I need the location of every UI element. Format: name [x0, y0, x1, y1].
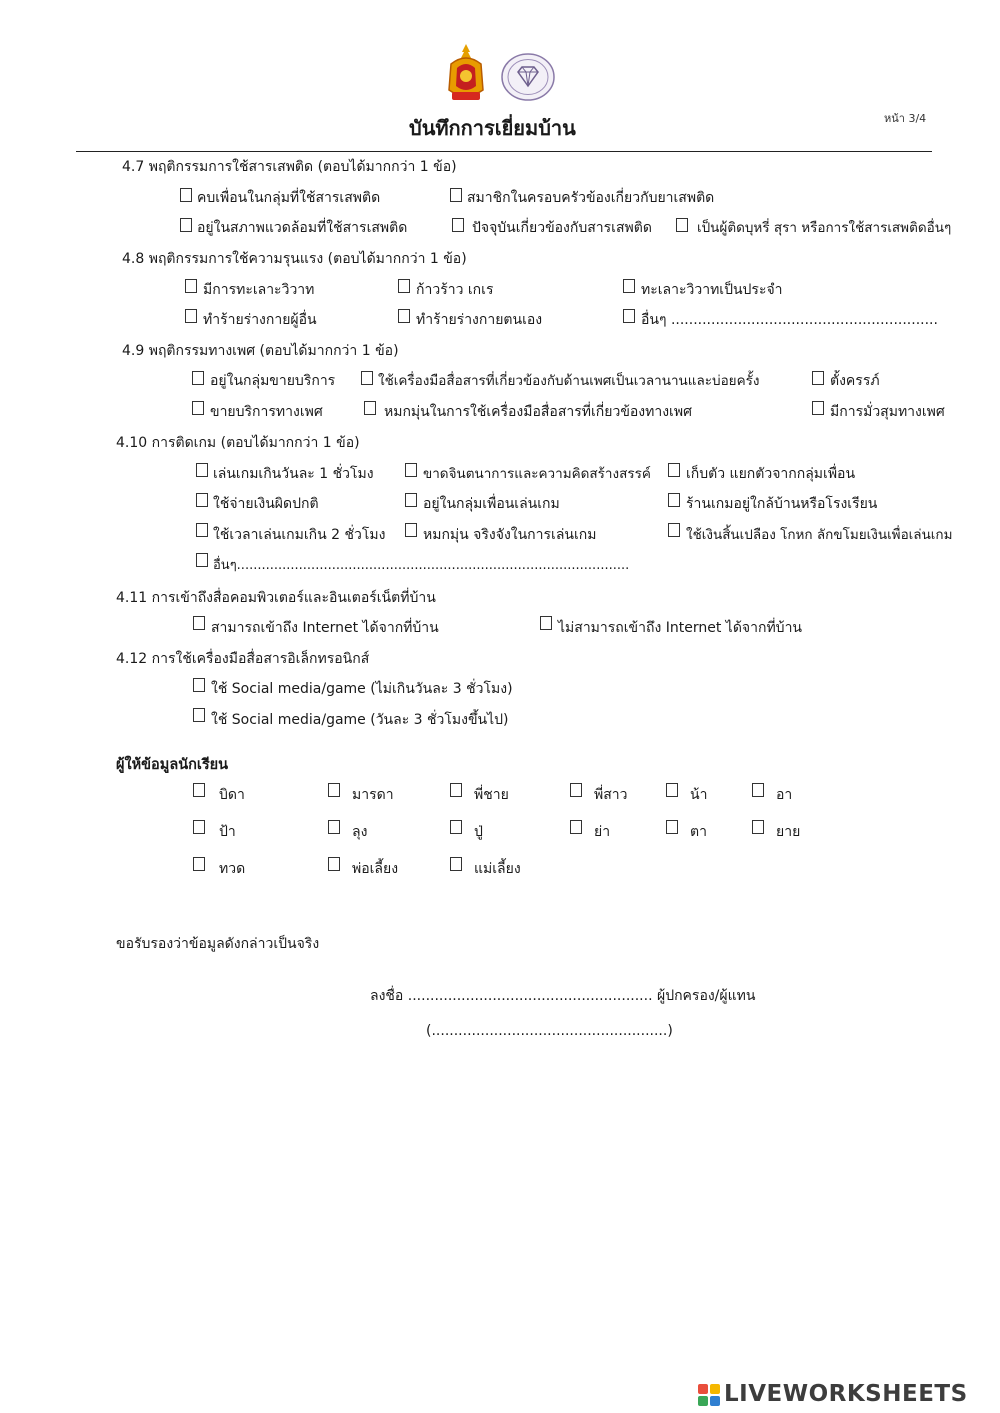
checkbox-4-8-2[interactable] [398, 279, 410, 293]
section-4-10-heading: 4.10 การติดเกม (ตอบได้มากกว่า 1 ข้อ) [116, 435, 360, 451]
checkbox-4-10-9[interactable] [668, 523, 680, 537]
option-label: ปัจจุบันเกี่ยวข้องกับสารเสพติด [472, 220, 652, 236]
option-label: บิดา [219, 787, 245, 803]
option-label: อยู่ในกลุ่มขายบริการ [210, 373, 336, 389]
option-label: ก้าวร้าว เกเร [416, 282, 494, 298]
option-label: ลุง [352, 824, 368, 840]
option-label: หมกมุ่นในการใช้เครื่องมือสื่อสารที่เกี่ยวข้องทางเพศ [384, 404, 692, 420]
page-number: หน้า 3/4 [884, 112, 927, 125]
option-label: มีการทะเลาะวิวาท [203, 282, 315, 298]
checkbox-4-10-6[interactable] [668, 493, 680, 507]
liveworksheets-logo-icon [698, 1384, 720, 1406]
option-label: ยาย [776, 824, 801, 840]
checkbox-informant[interactable] [193, 820, 205, 834]
option-label: พี่สาว [594, 787, 628, 803]
option-label: ใช้จ่ายเงินผิดปกติ [213, 496, 319, 512]
checkbox-4-8-6[interactable] [623, 309, 635, 323]
checkbox-informant[interactable] [570, 820, 582, 834]
option-label: อื่นๆ ............................................................ [641, 312, 938, 328]
header-divider [76, 151, 932, 152]
checkbox-informant[interactable] [328, 857, 340, 871]
diamond-seal-icon [500, 52, 556, 102]
option-label: ตา [690, 824, 707, 840]
option-label: แม่เลี้ยง [474, 861, 521, 877]
checkbox-informant[interactable] [666, 783, 678, 797]
checkbox-4-10-7[interactable] [196, 523, 208, 537]
option-label: ทำร้ายร่างกายตนเอง [416, 312, 543, 328]
option-label: ทำร้ายร่างกายผู้อื่น [203, 312, 317, 328]
checkbox-4-9-5[interactable] [364, 401, 376, 415]
checkbox-4-9-3[interactable] [812, 371, 824, 385]
checkbox-4-10-8[interactable] [405, 523, 417, 537]
option-label: ไม่สามารถเข้าถึง Internet ได้จากที่บ้าน [558, 620, 803, 636]
option-label: น้า [690, 787, 708, 803]
checkbox-informant[interactable] [666, 820, 678, 834]
checkbox-4-12-1[interactable] [193, 678, 205, 692]
option-label: ขายบริการทางเพศ [210, 404, 323, 420]
option-label: อยู่ในสภาพแวดล้อมที่ใช้สารเสพติด [197, 220, 408, 236]
option-label: อื่นๆ............................................................................................... [213, 558, 630, 573]
option-label: พี่ชาย [474, 787, 509, 803]
section-4-11-heading: 4.11 การเข้าถึงสื่อคอมพิวเตอร์และอินเตอร์เน็ตที่บ้าน [116, 590, 436, 606]
signature-line: ลงชื่อ ....................................................... ผู้ปกครอง/ผู้แทน [370, 988, 756, 1004]
checkbox-4-9-4[interactable] [192, 401, 204, 415]
checkbox-4-10-4[interactable] [196, 493, 208, 507]
certify-statement: ขอรับรองว่าข้อมูลดังกล่าวเป็นจริง [116, 936, 320, 952]
section-4-7-heading: 4.7 พฤติกรรมการใช้สารเสพติด (ตอบได้มากกว่า 1 ข้อ) [122, 159, 457, 175]
checkbox-informant[interactable] [752, 783, 764, 797]
option-label: สมาชิกในครอบครัวข้องเกี่ยวกับยาเสพติด [467, 190, 715, 206]
option-label: ใช้เงินสิ้นเปลือง โกหก ลักขโมยเงินเพื่อเล่นเกม [686, 527, 953, 543]
checkbox-4-12-2[interactable] [193, 708, 205, 722]
checkbox-4-11-1[interactable] [193, 616, 205, 630]
option-label: เล่นเกมเกินวันละ 1 ชั่วโมง [213, 466, 374, 482]
option-label: มารดา [352, 787, 394, 803]
checkbox-informant[interactable] [328, 783, 340, 797]
option-label: ใช้เครื่องมือสื่อสารที่เกี่ยวข้องกับด้านเพศเป็นเวลานานและบ่อยครั้ง [378, 373, 760, 389]
checkbox-4-9-2[interactable] [361, 371, 373, 385]
option-label: อา [776, 787, 793, 803]
checkbox-informant[interactable] [193, 783, 205, 797]
option-label: ใช้ Social media/game (วันละ 3 ชั่วโมงขึ้นไป) [211, 712, 509, 728]
checkbox-4-8-3[interactable] [623, 279, 635, 293]
option-label: ตั้งครรภ์ [830, 373, 880, 389]
checkbox-4-7-1[interactable] [180, 188, 192, 202]
option-label: ใช้เวลาเล่นเกมเกิน 2 ชั่วโมง [213, 527, 386, 543]
option-label: หมกมุ่น จริงจังในการเล่นเกม [423, 527, 597, 543]
checkbox-4-10-10[interactable] [196, 553, 208, 567]
option-label: เก็บตัว แยกตัวจากกลุ่มเพื่อน [686, 466, 856, 482]
checkbox-4-8-4[interactable] [185, 309, 197, 323]
option-label: คบเพื่อนในกลุ่มที่ใช้สารเสพติด [197, 190, 381, 206]
informant-heading: ผู้ให้ข้อมูลนักเรียน [116, 757, 229, 773]
checkbox-4-7-2[interactable] [450, 188, 462, 202]
section-4-12-heading: 4.12 การใช้เครื่องมือสื่อสารอิเล็กทรอนิกส์ [116, 651, 370, 667]
checkbox-4-7-5[interactable] [676, 218, 688, 232]
checkbox-4-8-5[interactable] [398, 309, 410, 323]
ministry-emblem-icon [443, 42, 489, 104]
option-label: อยู่ในกลุ่มเพื่อนเล่นเกม [423, 496, 560, 512]
section-4-9-heading: 4.9 พฤติกรรมทางเพศ (ตอบได้มากกว่า 1 ข้อ) [122, 343, 399, 359]
checkbox-4-8-1[interactable] [185, 279, 197, 293]
option-label: ขาดจินตนาการและความคิดสร้างสรรค์ [423, 466, 651, 482]
option-label: พ่อเลี้ยง [352, 861, 399, 877]
checkbox-4-9-6[interactable] [812, 401, 824, 415]
checkbox-informant[interactable] [193, 857, 205, 871]
checkbox-4-11-2[interactable] [540, 616, 552, 630]
option-label: สามารถเข้าถึง Internet ได้จากที่บ้าน [211, 620, 439, 636]
page-title: บันทึกการเยี่ยมบ้าน [409, 116, 576, 140]
option-label: ร้านเกมอยู่ใกล้บ้านหรือโรงเรียน [686, 496, 878, 512]
checkbox-informant[interactable] [450, 783, 462, 797]
checkbox-4-7-3[interactable] [180, 218, 192, 232]
checkbox-informant[interactable] [570, 783, 582, 797]
brand-name: LIVEWORKSHEETS [724, 1381, 968, 1407]
option-label: ทะเลาะวิวาทเป็นประจำ [641, 282, 783, 298]
option-label: มีการมั่วสุมทางเพศ [830, 404, 945, 420]
option-label: ใช้ Social media/game (ไม่เกินวันละ 3 ชั่วโมง) [211, 681, 513, 697]
checkbox-4-10-2[interactable] [405, 463, 417, 477]
option-label: ป้า [219, 824, 236, 840]
checkbox-informant[interactable] [450, 820, 462, 834]
checkbox-informant[interactable] [328, 820, 340, 834]
checkbox-4-10-5[interactable] [405, 493, 417, 507]
checkbox-4-9-1[interactable] [192, 371, 204, 385]
checkbox-4-10-1[interactable] [196, 463, 208, 477]
option-label: ทวด [219, 861, 246, 877]
printed-name-line: (.....................................................) [426, 1023, 673, 1039]
option-label: ย่า [594, 824, 611, 840]
option-label: เป็นผู้ติดบุหรี่ สุรา หรือการใช้สารเสพติดอื่นๆ [697, 220, 952, 236]
checkbox-informant[interactable] [450, 857, 462, 871]
option-label: ปู่ [474, 824, 483, 840]
liveworksheets-watermark [698, 1379, 996, 1409]
checkbox-4-7-4[interactable] [452, 218, 464, 232]
checkbox-informant[interactable] [752, 820, 764, 834]
checkbox-4-10-3[interactable] [668, 463, 680, 477]
section-4-8-heading: 4.8 พฤติกรรมการใช้ความรุนแรง (ตอบได้มากกว่า 1 ข้อ) [122, 251, 467, 267]
